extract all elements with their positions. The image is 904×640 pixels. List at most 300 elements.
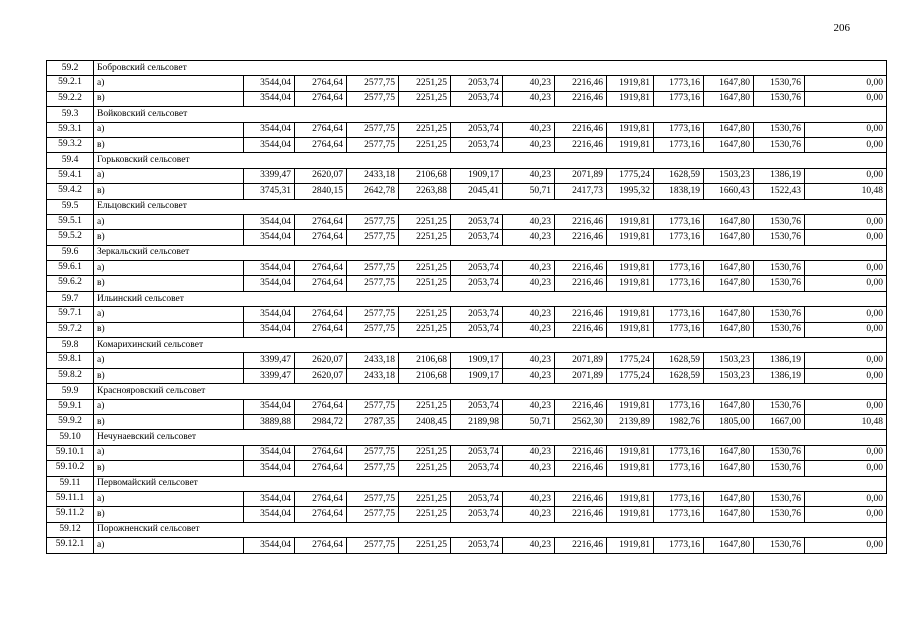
value-cell: 2577,75 <box>347 276 399 291</box>
value-cell: 3889,88 <box>244 414 295 429</box>
value-cell: 3399,47 <box>244 353 295 368</box>
value-cell: 2216,46 <box>555 399 607 414</box>
row-label: а) <box>94 76 244 91</box>
value-cell: 0,00 <box>805 491 887 506</box>
value-cell: 1919,81 <box>607 214 654 229</box>
value-cell: 1530,76 <box>754 122 805 137</box>
section-row <box>47 291 887 306</box>
section-code: 59.4 <box>47 153 94 168</box>
section-name: Горьковский сельсовет <box>94 153 887 168</box>
table-row <box>47 538 887 553</box>
value-cell: 40,23 <box>503 76 555 91</box>
value-cell: 2216,46 <box>555 307 607 322</box>
value-cell: 1805,00 <box>704 414 754 429</box>
row-label: в) <box>94 368 244 383</box>
value-cell: 2577,75 <box>347 122 399 137</box>
value-cell: 2764,64 <box>295 122 347 137</box>
value-cell: 2053,74 <box>451 91 503 106</box>
value-cell: 1647,80 <box>704 538 754 553</box>
value-cell: 1530,76 <box>754 445 805 460</box>
value-cell: 1530,76 <box>754 507 805 522</box>
value-cell: 2764,64 <box>295 137 347 152</box>
value-cell: 2053,74 <box>451 137 503 152</box>
row-label: в) <box>94 230 244 245</box>
value-cell: 2251,25 <box>399 322 451 337</box>
value-cell: 3544,04 <box>244 276 295 291</box>
value-cell: 2053,74 <box>451 122 503 137</box>
section-code: 59.9 <box>47 384 94 399</box>
row-label: в) <box>94 322 244 337</box>
row-code: 59.3.1 <box>47 122 94 137</box>
value-cell: 1773,16 <box>654 76 704 91</box>
row-code: 59.11.1 <box>47 491 94 506</box>
row-code: 59.3.2 <box>47 137 94 152</box>
value-cell: 2053,74 <box>451 307 503 322</box>
table-row <box>47 168 887 183</box>
row-label: в) <box>94 461 244 476</box>
value-cell: 2053,74 <box>451 276 503 291</box>
value-cell: 1647,80 <box>704 445 754 460</box>
value-cell: 2764,64 <box>295 322 347 337</box>
value-cell: 2577,75 <box>347 507 399 522</box>
value-cell: 1919,81 <box>607 122 654 137</box>
value-cell: 2216,46 <box>555 76 607 91</box>
section-name: Ельцовский сельсовет <box>94 199 887 214</box>
value-cell: 1982,76 <box>654 414 704 429</box>
value-cell: 1530,76 <box>754 76 805 91</box>
value-cell: 2053,74 <box>451 461 503 476</box>
section-code: 59.7 <box>47 291 94 306</box>
value-cell: 0,00 <box>805 353 887 368</box>
value-cell: 1647,80 <box>704 261 754 276</box>
value-cell: 2071,89 <box>555 368 607 383</box>
table-row <box>47 368 887 383</box>
section-code: 59.10 <box>47 430 94 445</box>
value-cell: 40,23 <box>503 507 555 522</box>
value-cell: 2577,75 <box>347 445 399 460</box>
value-cell: 1773,16 <box>654 230 704 245</box>
value-cell: 0,00 <box>805 507 887 522</box>
row-code: 59.4.2 <box>47 184 94 199</box>
value-cell: 3544,04 <box>244 137 295 152</box>
value-cell: 2216,46 <box>555 461 607 476</box>
section-name: Зеркальский сельсовет <box>94 245 887 260</box>
value-cell: 2251,25 <box>399 491 451 506</box>
value-cell: 2251,25 <box>399 91 451 106</box>
value-cell: 1773,16 <box>654 399 704 414</box>
value-cell: 3544,04 <box>244 261 295 276</box>
value-cell: 2764,64 <box>295 538 347 553</box>
table-row <box>47 307 887 322</box>
value-cell: 40,23 <box>503 137 555 152</box>
value-cell: 3544,04 <box>244 307 295 322</box>
value-cell: 2764,64 <box>295 461 347 476</box>
value-cell: 1647,80 <box>704 399 754 414</box>
value-cell: 2764,64 <box>295 76 347 91</box>
value-cell: 2577,75 <box>347 461 399 476</box>
value-cell: 40,23 <box>503 353 555 368</box>
section-row <box>47 430 887 445</box>
value-cell: 2433,18 <box>347 353 399 368</box>
table-row <box>47 137 887 152</box>
value-cell: 1503,23 <box>704 168 754 183</box>
row-label: а) <box>94 168 244 183</box>
value-cell: 2251,25 <box>399 507 451 522</box>
value-cell: 0,00 <box>805 76 887 91</box>
value-cell: 0,00 <box>805 261 887 276</box>
value-cell: 0,00 <box>805 322 887 337</box>
value-cell: 2577,75 <box>347 307 399 322</box>
value-cell: 1647,80 <box>704 307 754 322</box>
row-code: 59.10.2 <box>47 461 94 476</box>
value-cell: 2251,25 <box>399 122 451 137</box>
row-code: 59.9.2 <box>47 414 94 429</box>
value-cell: 1530,76 <box>754 307 805 322</box>
value-cell: 2216,46 <box>555 538 607 553</box>
value-cell: 40,23 <box>503 276 555 291</box>
value-cell: 2053,74 <box>451 76 503 91</box>
value-cell: 2106,68 <box>399 168 451 183</box>
value-cell: 1647,80 <box>704 76 754 91</box>
table-row <box>47 91 887 106</box>
value-cell: 2251,25 <box>399 214 451 229</box>
value-cell: 3544,04 <box>244 76 295 91</box>
value-cell: 2216,46 <box>555 261 607 276</box>
value-cell: 1386,19 <box>754 168 805 183</box>
value-cell: 2106,68 <box>399 368 451 383</box>
value-cell: 1919,81 <box>607 538 654 553</box>
value-cell: 40,23 <box>503 461 555 476</box>
section-name: Порожненский сельсовет <box>94 522 887 537</box>
value-cell: 1773,16 <box>654 445 704 460</box>
value-cell: 2764,64 <box>295 261 347 276</box>
value-cell: 3544,04 <box>244 399 295 414</box>
value-cell: 1775,24 <box>607 168 654 183</box>
row-label: в) <box>94 276 244 291</box>
value-cell: 2251,25 <box>399 538 451 553</box>
value-cell: 40,23 <box>503 122 555 137</box>
section-name: Ильинский сельсовет <box>94 291 887 306</box>
value-cell: 3544,04 <box>244 507 295 522</box>
value-cell: 1530,76 <box>754 491 805 506</box>
value-cell: 2053,74 <box>451 322 503 337</box>
value-cell: 2216,46 <box>555 214 607 229</box>
value-cell: 1919,81 <box>607 445 654 460</box>
row-label: в) <box>94 137 244 152</box>
value-cell: 2764,64 <box>295 445 347 460</box>
value-cell: 2251,25 <box>399 399 451 414</box>
value-cell: 2764,64 <box>295 230 347 245</box>
value-cell: 0,00 <box>805 399 887 414</box>
table-row <box>47 461 887 476</box>
row-label: а) <box>94 399 244 414</box>
value-cell: 40,23 <box>503 491 555 506</box>
value-cell: 1647,80 <box>704 322 754 337</box>
value-cell: 1919,81 <box>607 461 654 476</box>
value-cell: 40,23 <box>503 322 555 337</box>
table-row <box>47 399 887 414</box>
value-cell: 2577,75 <box>347 261 399 276</box>
row-code: 59.5.2 <box>47 230 94 245</box>
value-cell: 2577,75 <box>347 137 399 152</box>
page-number: 206 <box>833 22 850 34</box>
value-cell: 3399,47 <box>244 368 295 383</box>
value-cell: 1773,16 <box>654 91 704 106</box>
value-cell: 0,00 <box>805 91 887 106</box>
value-cell: 1919,81 <box>607 507 654 522</box>
value-cell: 40,23 <box>503 91 555 106</box>
value-cell: 1919,81 <box>607 399 654 414</box>
value-cell: 1773,16 <box>654 507 704 522</box>
section-name: Краснояровский сельсовет <box>94 384 887 399</box>
section-code: 59.6 <box>47 245 94 260</box>
value-cell: 40,23 <box>503 307 555 322</box>
value-cell: 1522,43 <box>754 184 805 199</box>
value-cell: 2764,64 <box>295 276 347 291</box>
value-cell: 1773,16 <box>654 137 704 152</box>
tariff-table-body <box>47 61 887 554</box>
value-cell: 1530,76 <box>754 91 805 106</box>
value-cell: 1919,81 <box>607 307 654 322</box>
value-cell: 1919,81 <box>607 91 654 106</box>
value-cell: 1773,16 <box>654 307 704 322</box>
value-cell: 1647,80 <box>704 91 754 106</box>
value-cell: 2577,75 <box>347 491 399 506</box>
value-cell: 2577,75 <box>347 214 399 229</box>
value-cell: 40,23 <box>503 538 555 553</box>
value-cell: 2139,89 <box>607 414 654 429</box>
value-cell: 1919,81 <box>607 261 654 276</box>
value-cell: 2071,89 <box>555 168 607 183</box>
value-cell: 2251,25 <box>399 230 451 245</box>
section-name: Нечунаевский сельсовет <box>94 430 887 445</box>
value-cell: 1647,80 <box>704 122 754 137</box>
section-row <box>47 338 887 353</box>
row-code: 59.2.1 <box>47 76 94 91</box>
section-row <box>47 384 887 399</box>
value-cell: 2251,25 <box>399 276 451 291</box>
value-cell: 1773,16 <box>654 538 704 553</box>
value-cell: 40,23 <box>503 445 555 460</box>
value-cell: 2984,72 <box>295 414 347 429</box>
value-cell: 2577,75 <box>347 91 399 106</box>
section-code: 59.8 <box>47 338 94 353</box>
value-cell: 1773,16 <box>654 461 704 476</box>
row-label: в) <box>94 414 244 429</box>
section-name: Первомайский сельсовет <box>94 476 887 491</box>
value-cell: 2106,68 <box>399 353 451 368</box>
value-cell: 1919,81 <box>607 76 654 91</box>
value-cell: 1660,43 <box>704 184 754 199</box>
value-cell: 0,00 <box>805 445 887 460</box>
table-row <box>47 322 887 337</box>
value-cell: 1773,16 <box>654 276 704 291</box>
value-cell: 1628,59 <box>654 368 704 383</box>
value-cell: 3544,04 <box>244 461 295 476</box>
value-cell: 0,00 <box>805 538 887 553</box>
table-row <box>47 230 887 245</box>
value-cell: 2433,18 <box>347 368 399 383</box>
row-code: 59.8.2 <box>47 368 94 383</box>
section-row <box>47 476 887 491</box>
value-cell: 1647,80 <box>704 276 754 291</box>
value-cell: 0,00 <box>805 461 887 476</box>
value-cell: 2216,46 <box>555 91 607 106</box>
value-cell: 2053,74 <box>451 399 503 414</box>
section-name: Комарихинский сельсовет <box>94 338 887 353</box>
table-row <box>47 214 887 229</box>
value-cell: 2620,07 <box>295 353 347 368</box>
value-cell: 2764,64 <box>295 91 347 106</box>
value-cell: 2071,89 <box>555 353 607 368</box>
section-code: 59.2 <box>47 61 94 76</box>
value-cell: 2251,25 <box>399 261 451 276</box>
value-cell: 2216,46 <box>555 507 607 522</box>
value-cell: 1530,76 <box>754 276 805 291</box>
value-cell: 1530,76 <box>754 322 805 337</box>
value-cell: 40,23 <box>503 230 555 245</box>
row-label: а) <box>94 122 244 137</box>
row-label: а) <box>94 261 244 276</box>
value-cell: 3544,04 <box>244 91 295 106</box>
section-code: 59.5 <box>47 199 94 214</box>
section-code: 59.3 <box>47 107 94 122</box>
value-cell: 1647,80 <box>704 507 754 522</box>
value-cell: 2642,78 <box>347 184 399 199</box>
table-row <box>47 76 887 91</box>
value-cell: 3544,04 <box>244 230 295 245</box>
row-code: 59.7.1 <box>47 307 94 322</box>
value-cell: 50,71 <box>503 414 555 429</box>
value-cell: 2764,64 <box>295 491 347 506</box>
value-cell: 1919,81 <box>607 276 654 291</box>
value-cell: 0,00 <box>805 122 887 137</box>
value-cell: 2251,25 <box>399 76 451 91</box>
value-cell: 2053,74 <box>451 538 503 553</box>
row-code: 59.10.1 <box>47 445 94 460</box>
table-row <box>47 414 887 429</box>
value-cell: 1909,17 <box>451 368 503 383</box>
table-row <box>47 184 887 199</box>
value-cell: 40,23 <box>503 261 555 276</box>
section-row <box>47 61 887 76</box>
value-cell: 2216,46 <box>555 230 607 245</box>
row-code: 59.5.1 <box>47 214 94 229</box>
value-cell: 3544,04 <box>244 122 295 137</box>
value-cell: 0,00 <box>805 214 887 229</box>
value-cell: 2053,74 <box>451 507 503 522</box>
value-cell: 1530,76 <box>754 538 805 553</box>
value-cell: 1647,80 <box>704 137 754 152</box>
section-name: Бобровский сельсовет <box>94 61 887 76</box>
row-label: в) <box>94 91 244 106</box>
value-cell: 2251,25 <box>399 307 451 322</box>
value-cell: 1773,16 <box>654 261 704 276</box>
value-cell: 40,23 <box>503 168 555 183</box>
value-cell: 1775,24 <box>607 368 654 383</box>
value-cell: 2764,64 <box>295 214 347 229</box>
value-cell: 1773,16 <box>654 322 704 337</box>
value-cell: 2216,46 <box>555 276 607 291</box>
value-cell: 3745,31 <box>244 184 295 199</box>
value-cell: 2764,64 <box>295 399 347 414</box>
table-row <box>47 491 887 506</box>
value-cell: 3544,04 <box>244 214 295 229</box>
value-cell: 3544,04 <box>244 538 295 553</box>
value-cell: 2417,73 <box>555 184 607 199</box>
value-cell: 10,48 <box>805 414 887 429</box>
value-cell: 50,71 <box>503 184 555 199</box>
value-cell: 2787,35 <box>347 414 399 429</box>
row-label: а) <box>94 445 244 460</box>
value-cell: 2577,75 <box>347 230 399 245</box>
value-cell: 1628,59 <box>654 168 704 183</box>
value-cell: 1530,76 <box>754 461 805 476</box>
value-cell: 2251,25 <box>399 137 451 152</box>
value-cell: 2216,46 <box>555 445 607 460</box>
value-cell: 2053,74 <box>451 230 503 245</box>
section-code: 59.12 <box>47 522 94 537</box>
value-cell: 1530,76 <box>754 230 805 245</box>
value-cell: 1919,81 <box>607 137 654 152</box>
value-cell: 3544,04 <box>244 322 295 337</box>
value-cell: 2053,74 <box>451 214 503 229</box>
value-cell: 1503,23 <box>704 353 754 368</box>
value-cell: 1530,76 <box>754 214 805 229</box>
value-cell: 1909,17 <box>451 168 503 183</box>
value-cell: 0,00 <box>805 276 887 291</box>
row-code: 59.6.1 <box>47 261 94 276</box>
value-cell: 2764,64 <box>295 507 347 522</box>
value-cell: 0,00 <box>805 168 887 183</box>
table-row <box>47 445 887 460</box>
value-cell: 1530,76 <box>754 137 805 152</box>
table-row <box>47 261 887 276</box>
table-row <box>47 122 887 137</box>
value-cell: 40,23 <box>503 214 555 229</box>
value-cell: 2216,46 <box>555 322 607 337</box>
value-cell: 1647,80 <box>704 461 754 476</box>
section-row <box>47 107 887 122</box>
value-cell: 2216,46 <box>555 137 607 152</box>
value-cell: 1530,76 <box>754 399 805 414</box>
value-cell: 2053,74 <box>451 445 503 460</box>
value-cell: 2189,98 <box>451 414 503 429</box>
row-label: а) <box>94 353 244 368</box>
value-cell: 1386,19 <box>754 353 805 368</box>
row-code: 59.7.2 <box>47 322 94 337</box>
value-cell: 0,00 <box>805 230 887 245</box>
section-row <box>47 153 887 168</box>
section-row <box>47 522 887 537</box>
value-cell: 1919,81 <box>607 230 654 245</box>
section-name: Войковский сельсовет <box>94 107 887 122</box>
section-code: 59.11 <box>47 476 94 491</box>
row-label: а) <box>94 538 244 553</box>
row-code: 59.8.1 <box>47 353 94 368</box>
section-row <box>47 199 887 214</box>
value-cell: 2216,46 <box>555 122 607 137</box>
value-cell: 2620,07 <box>295 168 347 183</box>
row-label: в) <box>94 184 244 199</box>
value-cell: 1995,32 <box>607 184 654 199</box>
row-code: 59.2.2 <box>47 91 94 106</box>
value-cell: 1919,81 <box>607 322 654 337</box>
value-cell: 0,00 <box>805 368 887 383</box>
value-cell: 0,00 <box>805 137 887 152</box>
value-cell: 2562,30 <box>555 414 607 429</box>
value-cell: 1775,24 <box>607 353 654 368</box>
